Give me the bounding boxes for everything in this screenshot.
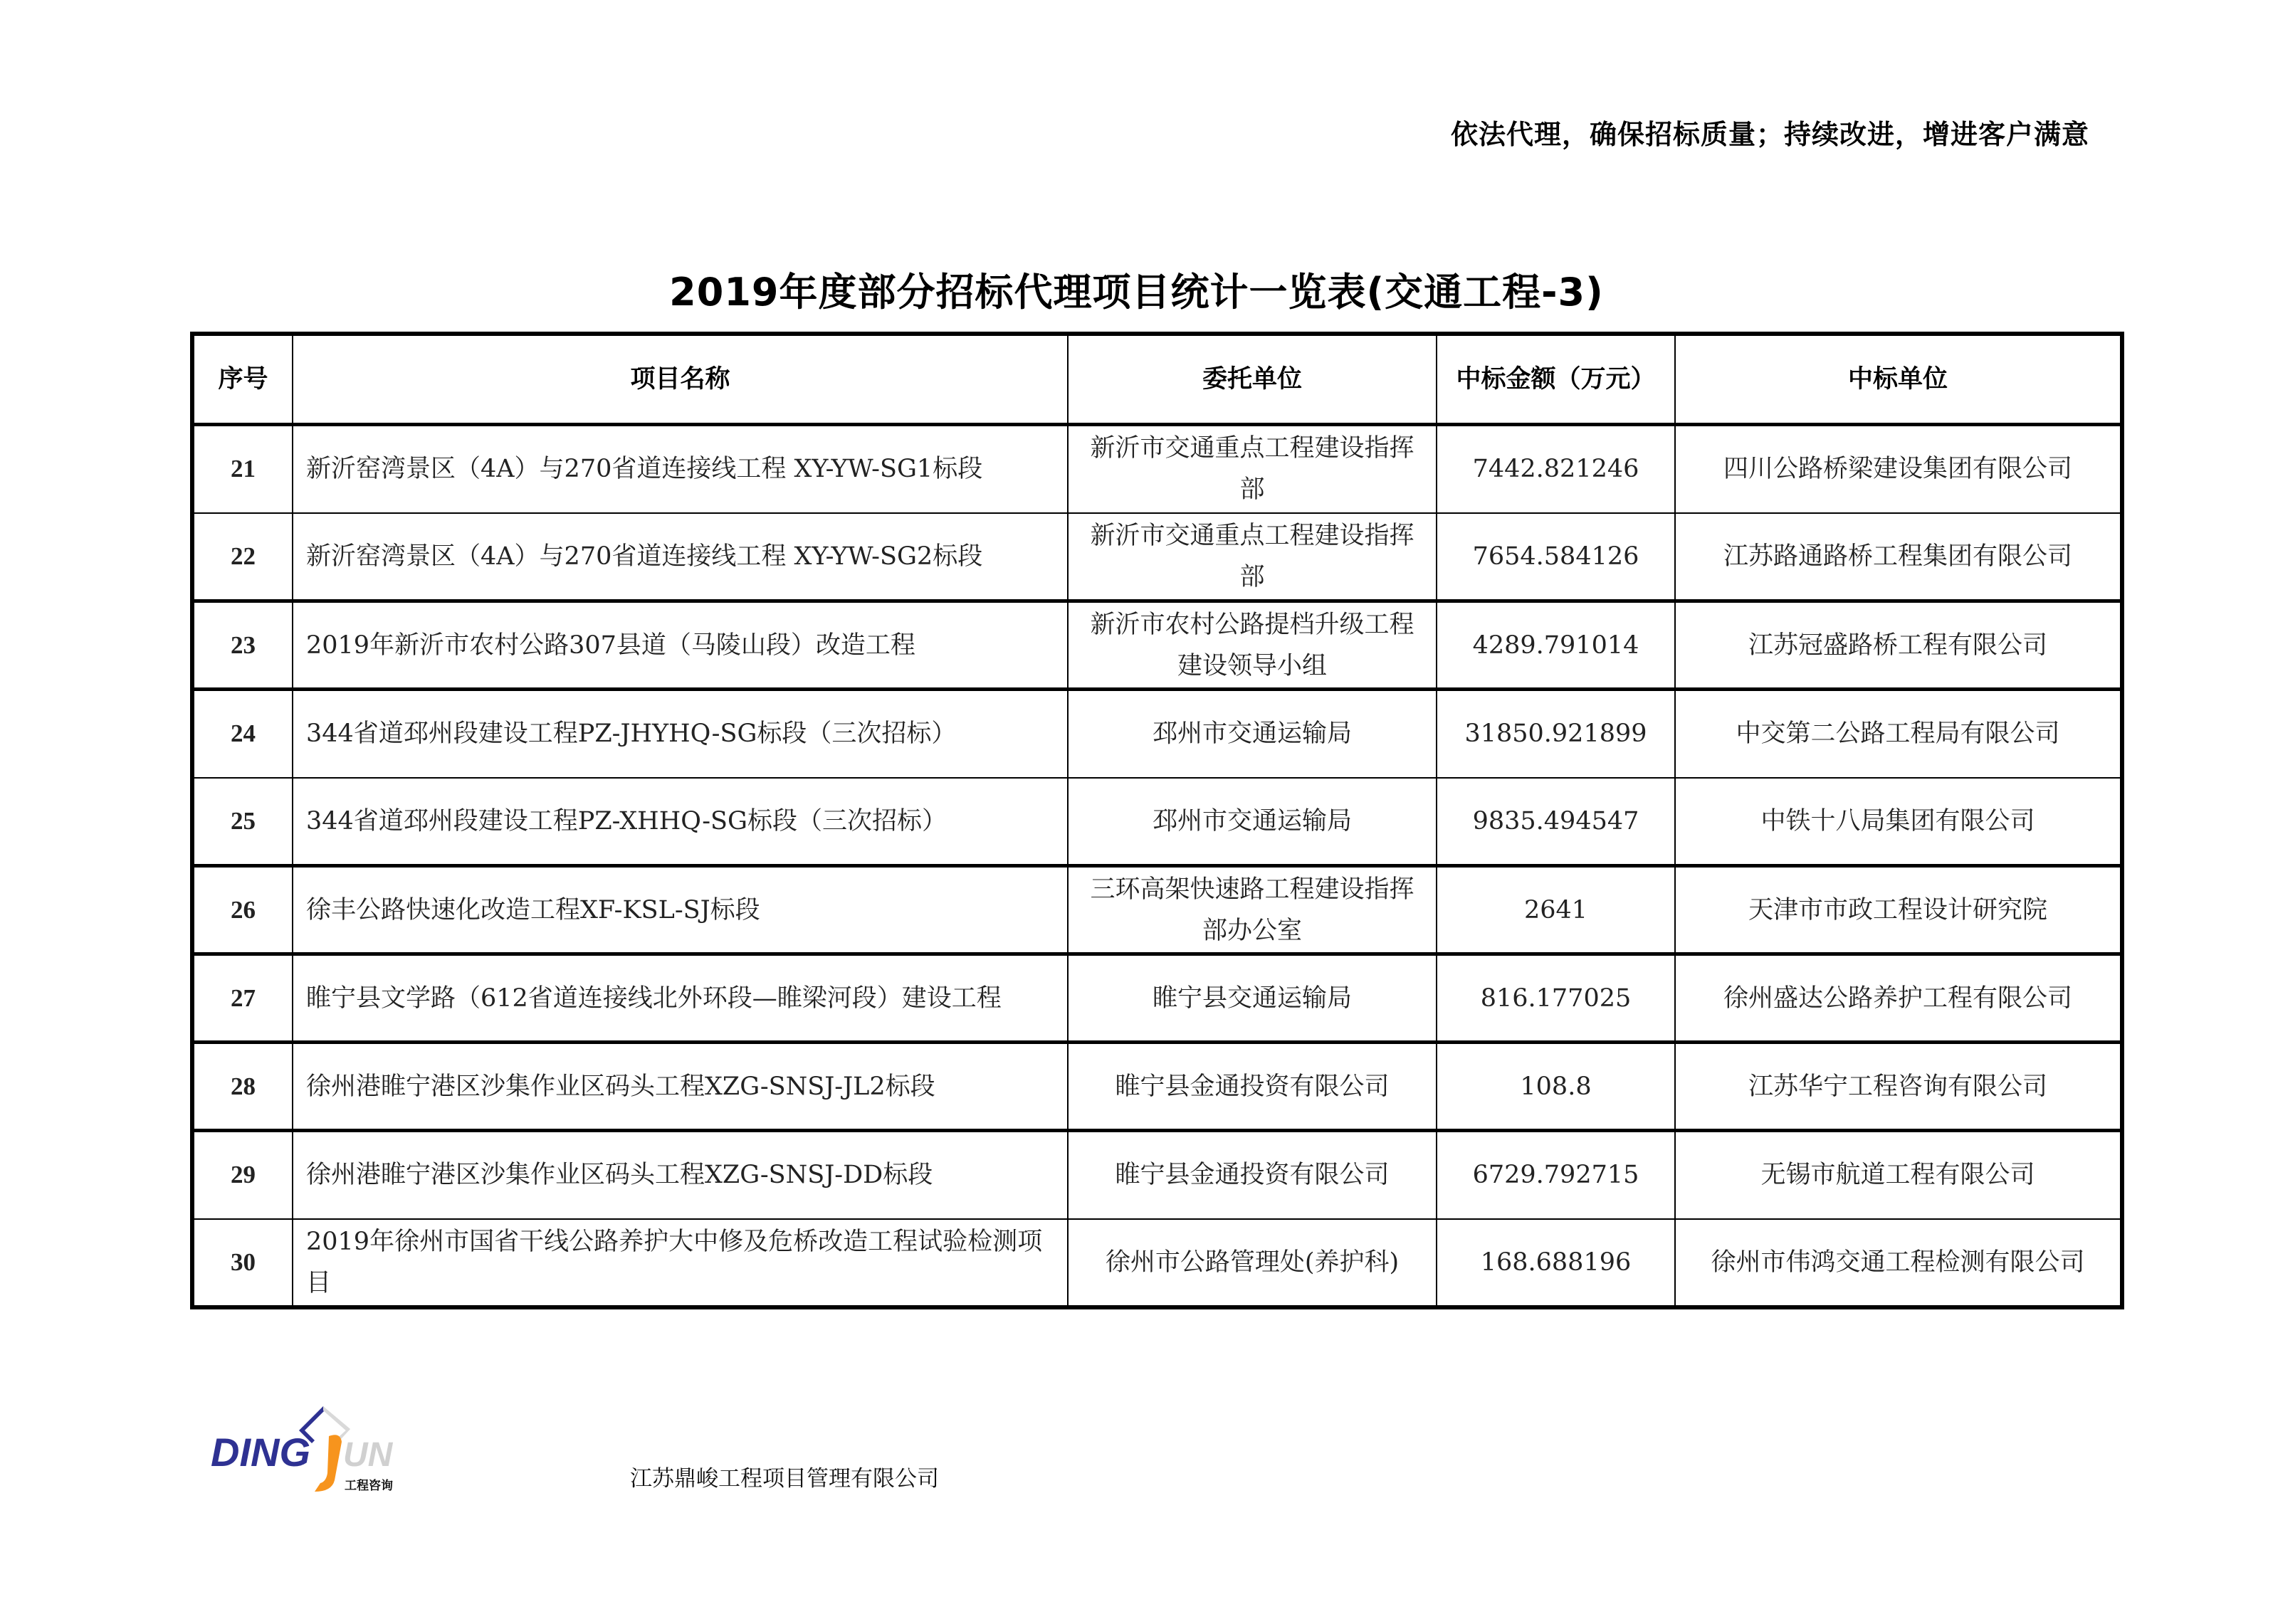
cell-client: 睢宁县交通运输局 xyxy=(1068,954,1437,1043)
table-row xyxy=(192,1219,2122,1307)
column-header-amount: 中标金额（万元） xyxy=(1437,334,1675,425)
cell-winner: 无锡市航道工程有限公司 xyxy=(1675,1131,2122,1219)
cell-amount: 7442.821246 xyxy=(1437,425,1675,513)
cell-seq: 27 xyxy=(192,954,293,1043)
cell-seq: 30 xyxy=(192,1219,293,1307)
cell-project: 344省道邳州段建设工程PZ-JHYHQ-SG标段（三次招标） xyxy=(293,690,1068,778)
cell-amount: 2641 xyxy=(1437,866,1675,954)
cell-client: 新沂市交通重点工程建设指挥部 xyxy=(1068,425,1437,513)
cell-seq: 26 xyxy=(192,866,293,954)
cell-project: 新沂窑湾景区（4A）与270省道连接线工程 XY-YW-SG2标段 xyxy=(293,513,1068,601)
cell-winner: 徐州市伟鸿交通工程检测有限公司 xyxy=(1675,1219,2122,1307)
cell-project: 344省道邳州段建设工程PZ-XHHQ-SG标段（三次招标） xyxy=(293,778,1068,866)
cell-amount: 7654.584126 xyxy=(1437,513,1675,601)
svg-text:工程咨询: 工程咨询 xyxy=(345,1479,393,1493)
column-header-project: 项目名称 xyxy=(293,334,1068,425)
cell-client: 徐州市公路管理处(养护科) xyxy=(1068,1219,1437,1307)
cell-amount: 4289.791014 xyxy=(1437,601,1675,690)
table-row xyxy=(192,778,2122,866)
document-title: 2019年度部分招标代理项目统计一览表(交通工程-3) xyxy=(669,270,1604,315)
table-header-row xyxy=(192,334,2122,425)
cell-amount: 9835.494547 xyxy=(1437,778,1675,866)
table-row xyxy=(192,601,2122,690)
cell-project: 睢宁县文学路（612省道连接线北外环段—睢梁河段）建设工程 xyxy=(293,954,1068,1043)
svg-text:DING: DING xyxy=(211,1430,310,1475)
table-row xyxy=(192,1043,2122,1131)
cell-client: 邳州市交通运输局 xyxy=(1068,690,1437,778)
table-row xyxy=(192,690,2122,778)
cell-project: 徐州港睢宁港区沙集作业区码头工程XZG-SNSJ-JL2标段 xyxy=(293,1043,1068,1131)
cell-seq: 28 xyxy=(192,1043,293,1131)
cell-client: 睢宁县金通投资有限公司 xyxy=(1068,1131,1437,1219)
table-row xyxy=(192,425,2122,513)
cell-project: 徐州港睢宁港区沙集作业区码头工程XZG-SNSJ-DD标段 xyxy=(293,1131,1068,1219)
cell-winner: 江苏路通路桥工程集团有限公司 xyxy=(1675,513,2122,601)
cell-client: 睢宁县金通投资有限公司 xyxy=(1068,1043,1437,1131)
column-header-seq: 序号 xyxy=(192,334,293,425)
cell-project: 徐丰公路快速化改造工程XF-KSL-SJ标段 xyxy=(293,866,1068,954)
cell-seq: 25 xyxy=(192,778,293,866)
cell-seq: 24 xyxy=(192,690,293,778)
cell-project: 2019年新沂市农村公路307县道（马陵山段）改造工程 xyxy=(293,601,1068,690)
cell-client: 三环高架快速路工程建设指挥部办公室 xyxy=(1068,866,1437,954)
cell-winner: 徐州盛达公路养护工程有限公司 xyxy=(1675,954,2122,1043)
cell-winner: 江苏华宁工程咨询有限公司 xyxy=(1675,1043,2122,1131)
cell-amount: 6729.792715 xyxy=(1437,1131,1675,1219)
table-row xyxy=(192,954,2122,1043)
cell-amount: 816.177025 xyxy=(1437,954,1675,1043)
dingjun-logo-icon xyxy=(208,1388,407,1494)
cell-project: 2019年徐州市国省干线公路养护大中修及危桥改造工程试验检测项目 xyxy=(293,1219,1068,1307)
column-header-client: 委托单位 xyxy=(1068,334,1437,425)
column-header-winner: 中标单位 xyxy=(1675,334,2122,425)
table-row xyxy=(192,1131,2122,1219)
cell-seq: 21 xyxy=(192,425,293,513)
footer-company-name: 江苏鼎峻工程项目管理有限公司 xyxy=(630,1466,939,1492)
cell-seq: 23 xyxy=(192,601,293,690)
cell-seq: 22 xyxy=(192,513,293,601)
header-slogan: 依法代理，确保招标质量；持续改进，增进客户满意 xyxy=(1450,119,2089,150)
cell-client: 邳州市交通运输局 xyxy=(1068,778,1437,866)
table-row xyxy=(192,866,2122,954)
cell-winner: 江苏冠盛路桥工程有限公司 xyxy=(1675,601,2122,690)
cell-client: 新沂市交通重点工程建设指挥部 xyxy=(1068,513,1437,601)
cell-winner: 四川公路桥梁建设集团有限公司 xyxy=(1675,425,2122,513)
projects-table xyxy=(190,332,2124,1309)
cell-seq: 29 xyxy=(192,1131,293,1219)
table-row xyxy=(192,513,2122,601)
cell-winner: 中交第二公路工程局有限公司 xyxy=(1675,690,2122,778)
cell-winner: 天津市市政工程设计研究院 xyxy=(1675,866,2122,954)
cell-client: 新沂市农村公路提档升级工程建设领导小组 xyxy=(1068,601,1437,690)
cell-project: 新沂窑湾景区（4A）与270省道连接线工程 XY-YW-SG1标段 xyxy=(293,425,1068,513)
svg-text:UN: UN xyxy=(343,1436,393,1474)
cell-amount: 31850.921899 xyxy=(1437,690,1675,778)
cell-amount: 108.8 xyxy=(1437,1043,1675,1131)
company-logo xyxy=(208,1388,407,1494)
cell-amount: 168.688196 xyxy=(1437,1219,1675,1307)
cell-winner: 中铁十八局集团有限公司 xyxy=(1675,778,2122,866)
